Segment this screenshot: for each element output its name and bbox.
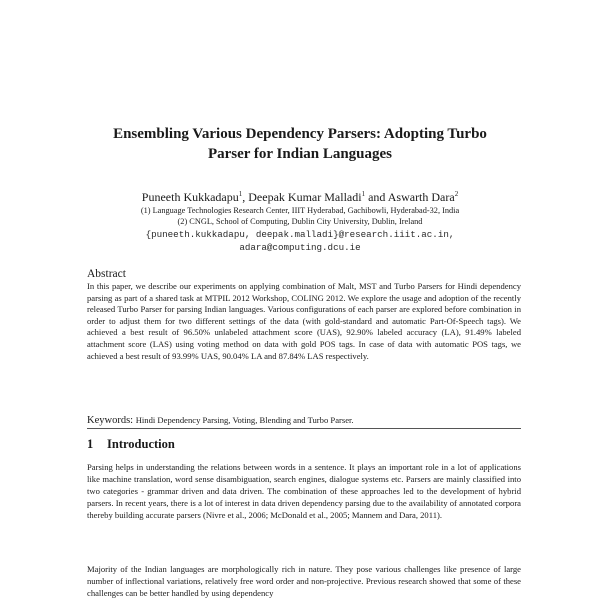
affiliation-1: (1) Language Technologies Research Center, IIIT Hyderabad, Gachibowli, Hyderabad-32, India [140, 206, 460, 215]
email-line-2: adara@computing.dcu.ie [239, 242, 361, 253]
section-heading-introduction [87, 436, 175, 452]
abstract-heading: Abstract [87, 268, 126, 280]
section-title: Introduction [107, 437, 175, 451]
email-line-1: {puneeth.kukkadapu, deepak.malladi}@research.iiit.ac.in, [145, 229, 455, 240]
author-separator: and [365, 190, 388, 204]
paper-title-line-1: Ensembling Various Dependency Parsers: Adopting Turbo [113, 126, 487, 142]
keywords-line [87, 413, 527, 428]
author-name: Puneeth Kukkadapu [141, 190, 239, 204]
author-name: Deepak Kumar Malladi [248, 190, 362, 204]
paper-title [60, 124, 540, 164]
affiliation-marker: 1 [361, 190, 366, 198]
affiliation-marker: 1 [238, 190, 243, 198]
paper-title-line-2: Parser for Indian Languages [207, 146, 393, 162]
intro-paragraph-1: Parsing helps in understanding the relations between words in a sentence. It plays an important role in a lot of applications like machine translation, word sense disambiguation, search engines, dialogue systems etc. Parsers are mainly classified into two categories - grammar driven and data driven. The combination of these approaches led to the development of hybrid parsers. In recent years, there is a lot of interest in data driven dependency parsing due to the availability of annotated corpora thereby building accurate parsers (Nivre et al., 2006; McDonald et al., 2005; Mannem and Dara, 2011). [87, 462, 521, 520]
affiliation-marker: 2 [454, 190, 459, 198]
author-separator: , [242, 190, 249, 204]
keywords-label: Keywords: [87, 415, 134, 426]
author-name: Aswarth Dara [387, 190, 455, 204]
author-list [60, 187, 540, 205]
affiliation-2: (2) CNGL, School of Computing, Dublin City University, Dublin, Ireland [177, 217, 423, 226]
author-emails [60, 228, 540, 254]
keywords-text: Hindi Dependency Parsing, Voting, Blending and Turbo Parser. [135, 415, 354, 425]
intro-paragraph-2: Majority of the Indian languages are morphologically rich in nature. They pose various challenges like presence of large number of inflectional variations, relatively free word order and non-projective. Previous research showed that some of these challenges can be better handled by using dependency [87, 564, 521, 598]
section-number: 1 [87, 437, 94, 451]
abstract-text: In this paper, we describe our experiments on applying combination of Malt, MST and Turbo Parsers for Hindi dependency parsing as part of a shared task at MTPIL 2012 Workshop, COLING 2012. We explore the usage and adoption of the recently released Turbo Parser for parsing Indian languages. Various configurations of each parser are explored before combination in order to adjust them for two different settings of the data (with gold-standard and automatic Part-Of-Speech tags). We achieved a best result of 96.50% unlabeled attachment score (UAS), 92.90% labeled accuracy (LA), 91.49% labeled attachment score (LAS) using voting method on data with gold POS tags. In case of data with automatic POS tags, we achieved a best result of 93.99% UAS, 90.04% LA and 87.84% LAS respectively. [87, 281, 521, 361]
section-divider [87, 428, 521, 429]
